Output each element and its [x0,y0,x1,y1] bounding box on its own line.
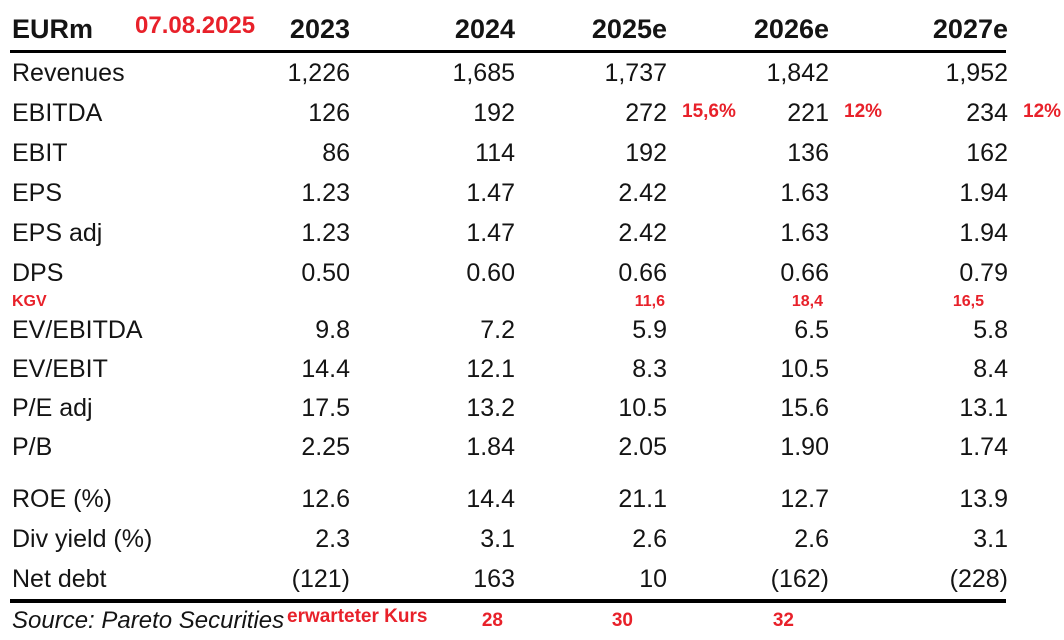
cell-value: 6.5 [794,316,829,344]
cell-value: 1.47 [466,218,515,247]
kgv-label: KGV [12,293,47,310]
col-header-2024: 2024 [454,13,515,44]
cell-value: 21.1 [618,484,667,513]
cell-value: 2.42 [618,178,667,207]
row-label: ROE (%) [12,484,112,513]
cell-value: 10.5 [618,394,667,422]
cell-value: 1,685 [452,58,515,87]
table-row-ebit [12,133,1064,173]
kgv-value: 16,5 [952,293,984,310]
cell-value: 86 [322,138,350,167]
row-label: Net debt [12,564,107,593]
table-row-ev-ebitda [12,311,1064,350]
col-header-2026e: 2026e [753,13,829,44]
cell-value: 2.05 [618,433,667,461]
row-label: EPS adj [12,218,103,247]
table-row-pb [12,428,1064,467]
cell-value: 2.3 [315,524,350,553]
row-label: EV/EBIT [12,355,108,383]
table-row-div-yield [12,519,1064,559]
cell-value: 2.6 [794,524,829,553]
cell-value [515,98,736,128]
cell-value: 1,952 [945,58,1008,87]
expected-price-2026e: 30 [611,610,633,631]
cell-value: 15.6 [780,394,829,422]
cell-value: 192 [473,98,515,127]
table-row-eps-adj [12,213,1064,253]
cell-value: 1.94 [959,178,1008,207]
cell-value: (121) [291,564,350,593]
cell-value: 17.5 [301,394,350,422]
cell-value: 0.66 [618,258,667,287]
cell-value: 10 [639,564,667,593]
cell-value [667,98,883,128]
cell-value: 10.5 [780,355,829,383]
cell-value: 1,842 [766,58,829,87]
cell-value: 9.8 [315,316,350,344]
cell-value: 163 [473,564,515,593]
cell-value: 2.6 [632,524,667,553]
cell-value: 126 [308,98,350,127]
cell-value: (228) [949,564,1008,593]
cell-value: 5.8 [973,316,1008,344]
expected-price-2025e: 28 [481,610,503,631]
expected-price-label: erwarteter Kurs [287,606,428,627]
cell-value [829,98,1062,128]
cell-value: 12.1 [466,355,515,383]
cell-value: 0.79 [959,258,1008,287]
table-row-revenues [12,53,1064,93]
cell-value: 1.47 [466,178,515,207]
cell-value: 1,226 [287,58,350,87]
cell-value: 7.2 [480,316,515,344]
cell-value: 114 [475,138,515,167]
cell-value: 2.25 [301,433,350,461]
cell-value: 1.90 [780,433,829,461]
cell-value: 13.2 [466,394,515,422]
cell-text: 221 [787,98,829,127]
growth-annotation: 12% [1023,101,1062,123]
row-label: EBITDA [12,98,103,127]
table-row-eps [12,173,1064,213]
unit-label: EURm [12,13,94,44]
row-label: Revenues [12,58,125,87]
row-label: EBIT [12,138,68,167]
source-note: Source: Pareto Securities [12,607,285,634]
cell-text: 234 [966,98,1008,127]
cell-value: 136 [787,138,829,167]
date-annotation: 07.08.2025 [135,12,256,39]
table-row-pe-adj [12,389,1064,428]
cell-value: 13.1 [959,394,1008,422]
footer-row [12,603,1064,639]
cell-value: 1.63 [780,218,829,247]
kgv-value: 18,4 [791,293,823,310]
col-header-2025e: 2025e [591,13,667,44]
cell-text: 272 [625,98,667,127]
table-row-ebitda [12,93,1064,133]
cell-value: 14.4 [301,355,350,383]
cell-value: 0.60 [466,258,515,287]
kgv-value: 11,6 [634,293,665,310]
row-label: P/E adj [12,394,93,422]
cell-value: 5.9 [632,316,667,344]
table-row-dps [12,253,1064,293]
cell-value: (162) [770,564,829,593]
row-label: EV/EBITDA [12,316,143,344]
table-row-net-debt [12,559,1064,599]
cell-value: 162 [966,138,1008,167]
cell-value: 12.7 [780,484,829,513]
growth-annotation: 12% [844,101,883,123]
cell-value: 3.1 [480,524,515,553]
cell-value: 1.74 [959,433,1008,461]
cell-value: 14.4 [466,484,515,513]
cell-value: 1,737 [604,58,667,87]
cell-value: 1.84 [466,433,515,461]
cell-value: 1.23 [301,178,350,207]
cell-value: 1.94 [959,218,1008,247]
row-label: EPS [12,178,63,207]
section-gap [12,467,1064,479]
cell-value: 12.6 [301,484,350,513]
table-row-ev-ebit [12,350,1064,389]
cell-value: 13.9 [959,484,1008,513]
cell-value: 8.4 [973,355,1008,383]
cell-value: 192 [625,138,667,167]
col-header-2023: 2023 [289,13,350,44]
row-label: P/B [12,433,53,461]
row-label: Div yield (%) [12,524,153,553]
expected-price-2027e: 32 [772,610,794,631]
cell-value: 2.42 [618,218,667,247]
cell-value: 3.1 [973,524,1008,553]
cell-value: 0.66 [780,258,829,287]
table-row-roe [12,479,1064,519]
cell-value: 8.3 [632,355,667,383]
cell-value: 1.63 [780,178,829,207]
growth-annotation: 15,6% [682,101,736,123]
cell-value: 0.50 [301,258,350,287]
cell-value: 1.23 [301,218,350,247]
col-header-2027e: 2027e [932,13,1008,44]
row-label: DPS [12,258,64,287]
table-row-kgv-annotation [12,293,1064,311]
